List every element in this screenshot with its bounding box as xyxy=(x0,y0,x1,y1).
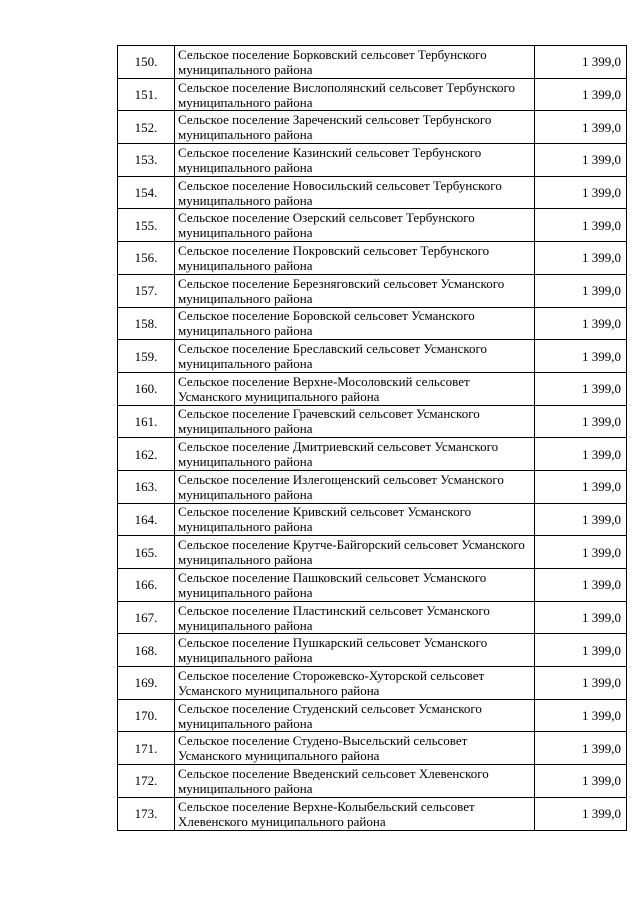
amount-cell: 1 399,0 xyxy=(535,470,627,503)
row-number-cell: 169. xyxy=(118,667,175,700)
table-row xyxy=(118,176,627,209)
settlement-name-cell: Сельское поселение Пушкарский сельсовет Усманского муниципального района xyxy=(175,634,535,667)
amount-cell: 1 399,0 xyxy=(535,274,627,307)
amount-cell: 1 399,0 xyxy=(535,242,627,275)
table-row xyxy=(118,438,627,471)
amount-cell: 1 399,0 xyxy=(535,209,627,242)
row-number-cell: 158. xyxy=(118,307,175,340)
settlement-name-cell: Сельское поселение Кривский сельсовет Усманского муниципального района xyxy=(175,503,535,536)
row-number-cell: 161. xyxy=(118,405,175,438)
table-row xyxy=(118,503,627,536)
row-number-cell: 150. xyxy=(118,46,175,79)
table-row xyxy=(118,242,627,275)
settlement-name-cell: Сельское поселение Борковский сельсовет Тербунского муниципального района xyxy=(175,46,535,79)
settlement-name-cell: Сельское поселение Сторожевско-Хуторской сельсовет Усманского муниципального района xyxy=(175,667,535,700)
table-row xyxy=(118,732,627,765)
amount-cell: 1 399,0 xyxy=(535,732,627,765)
amount-cell: 1 399,0 xyxy=(535,46,627,79)
settlement-name-cell: Сельское поселение Студено-Высельский сельсовет Усманского муниципального района xyxy=(175,732,535,765)
amount-cell: 1 399,0 xyxy=(535,601,627,634)
settlement-name-cell: Сельское поселение Излегощенский сельсовет Усманского муниципального района xyxy=(175,470,535,503)
amount-cell: 1 399,0 xyxy=(535,78,627,111)
settlement-name-cell: Сельское поселение Пашковский сельсовет Усманского муниципального района xyxy=(175,569,535,602)
row-number-cell: 159. xyxy=(118,340,175,373)
table-row xyxy=(118,470,627,503)
amount-cell: 1 399,0 xyxy=(535,372,627,405)
table-row xyxy=(118,209,627,242)
row-number-cell: 152. xyxy=(118,111,175,144)
amount-cell: 1 399,0 xyxy=(535,144,627,177)
row-number-cell: 166. xyxy=(118,569,175,602)
table-row xyxy=(118,536,627,569)
table-row xyxy=(118,144,627,177)
amount-cell: 1 399,0 xyxy=(535,340,627,373)
amount-cell: 1 399,0 xyxy=(535,536,627,569)
row-number-cell: 156. xyxy=(118,242,175,275)
row-number-cell: 172. xyxy=(118,765,175,798)
table-row xyxy=(118,405,627,438)
row-number-cell: 170. xyxy=(118,699,175,732)
table-row xyxy=(118,797,627,830)
table-row xyxy=(118,634,627,667)
amount-cell: 1 399,0 xyxy=(535,307,627,340)
amount-cell: 1 399,0 xyxy=(535,569,627,602)
row-number-cell: 162. xyxy=(118,438,175,471)
settlement-name-cell: Сельское поселение Введенский сельсовет Хлевенского муниципального района xyxy=(175,765,535,798)
settlement-name-cell: Сельское поселение Верхне-Мосоловский сельсовет Усманского муниципального района xyxy=(175,372,535,405)
row-number-cell: 171. xyxy=(118,732,175,765)
table-row xyxy=(118,667,627,700)
settlement-name-cell: Сельское поселение Бреславский сельсовет Усманского муниципального района xyxy=(175,340,535,373)
amount-cell: 1 399,0 xyxy=(535,176,627,209)
table-row xyxy=(118,46,627,79)
settlement-name-cell: Сельское поселение Покровский сельсовет Тербунского муниципального района xyxy=(175,242,535,275)
table-row xyxy=(118,601,627,634)
amount-cell: 1 399,0 xyxy=(535,503,627,536)
table-row xyxy=(118,340,627,373)
settlement-name-cell: Сельское поселение Березняговский сельсовет Усманского муниципального района xyxy=(175,274,535,307)
row-number-cell: 151. xyxy=(118,78,175,111)
table-body xyxy=(118,46,627,831)
settlement-name-cell: Сельское поселение Новосильский сельсовет Тербунского муниципального района xyxy=(175,176,535,209)
row-number-cell: 167. xyxy=(118,601,175,634)
amount-cell: 1 399,0 xyxy=(535,699,627,732)
settlement-name-cell: Сельское поселение Боровской сельсовет Усманского муниципального района xyxy=(175,307,535,340)
table-row xyxy=(118,569,627,602)
settlement-name-cell: Сельское поселение Верхне-Колыбельский сельсовет Хлевенского муниципального района xyxy=(175,797,535,830)
amount-cell: 1 399,0 xyxy=(535,765,627,798)
row-number-cell: 154. xyxy=(118,176,175,209)
settlement-name-cell: Сельское поселение Грачевский сельсовет Усманского муниципального района xyxy=(175,405,535,438)
table-row xyxy=(118,699,627,732)
settlement-name-cell: Сельское поселение Вислополянский сельсовет Тербунского муниципального района xyxy=(175,78,535,111)
row-number-cell: 153. xyxy=(118,144,175,177)
row-number-cell: 164. xyxy=(118,503,175,536)
row-number-cell: 163. xyxy=(118,470,175,503)
settlement-name-cell: Сельское поселение Студенский сельсовет Усманского муниципального района xyxy=(175,699,535,732)
settlement-name-cell: Сельское поселение Озерский сельсовет Тербунского муниципального района xyxy=(175,209,535,242)
row-number-cell: 173. xyxy=(118,797,175,830)
amount-cell: 1 399,0 xyxy=(535,634,627,667)
table-row xyxy=(118,307,627,340)
amount-cell: 1 399,0 xyxy=(535,797,627,830)
table-row xyxy=(118,78,627,111)
amount-cell: 1 399,0 xyxy=(535,111,627,144)
amount-cell: 1 399,0 xyxy=(535,405,627,438)
settlement-name-cell: Сельское поселение Дмитриевский сельсовет Усманского муниципального района xyxy=(175,438,535,471)
table-row xyxy=(118,111,627,144)
settlement-name-cell: Сельское поселение Зареченский сельсовет Тербунского муниципального района xyxy=(175,111,535,144)
row-number-cell: 155. xyxy=(118,209,175,242)
row-number-cell: 157. xyxy=(118,274,175,307)
allocation-table xyxy=(117,45,627,831)
table-row xyxy=(118,274,627,307)
document-page xyxy=(117,45,621,831)
amount-cell: 1 399,0 xyxy=(535,667,627,700)
row-number-cell: 168. xyxy=(118,634,175,667)
settlement-name-cell: Сельское поселение Пластинский сельсовет Усманского муниципального района xyxy=(175,601,535,634)
settlement-name-cell: Сельское поселение Крутче-Байгорский сельсовет Усманского муниципального района xyxy=(175,536,535,569)
amount-cell: 1 399,0 xyxy=(535,438,627,471)
row-number-cell: 160. xyxy=(118,372,175,405)
settlement-name-cell: Сельское поселение Казинский сельсовет Тербунского муниципального района xyxy=(175,144,535,177)
table-row xyxy=(118,765,627,798)
row-number-cell: 165. xyxy=(118,536,175,569)
table-row xyxy=(118,372,627,405)
